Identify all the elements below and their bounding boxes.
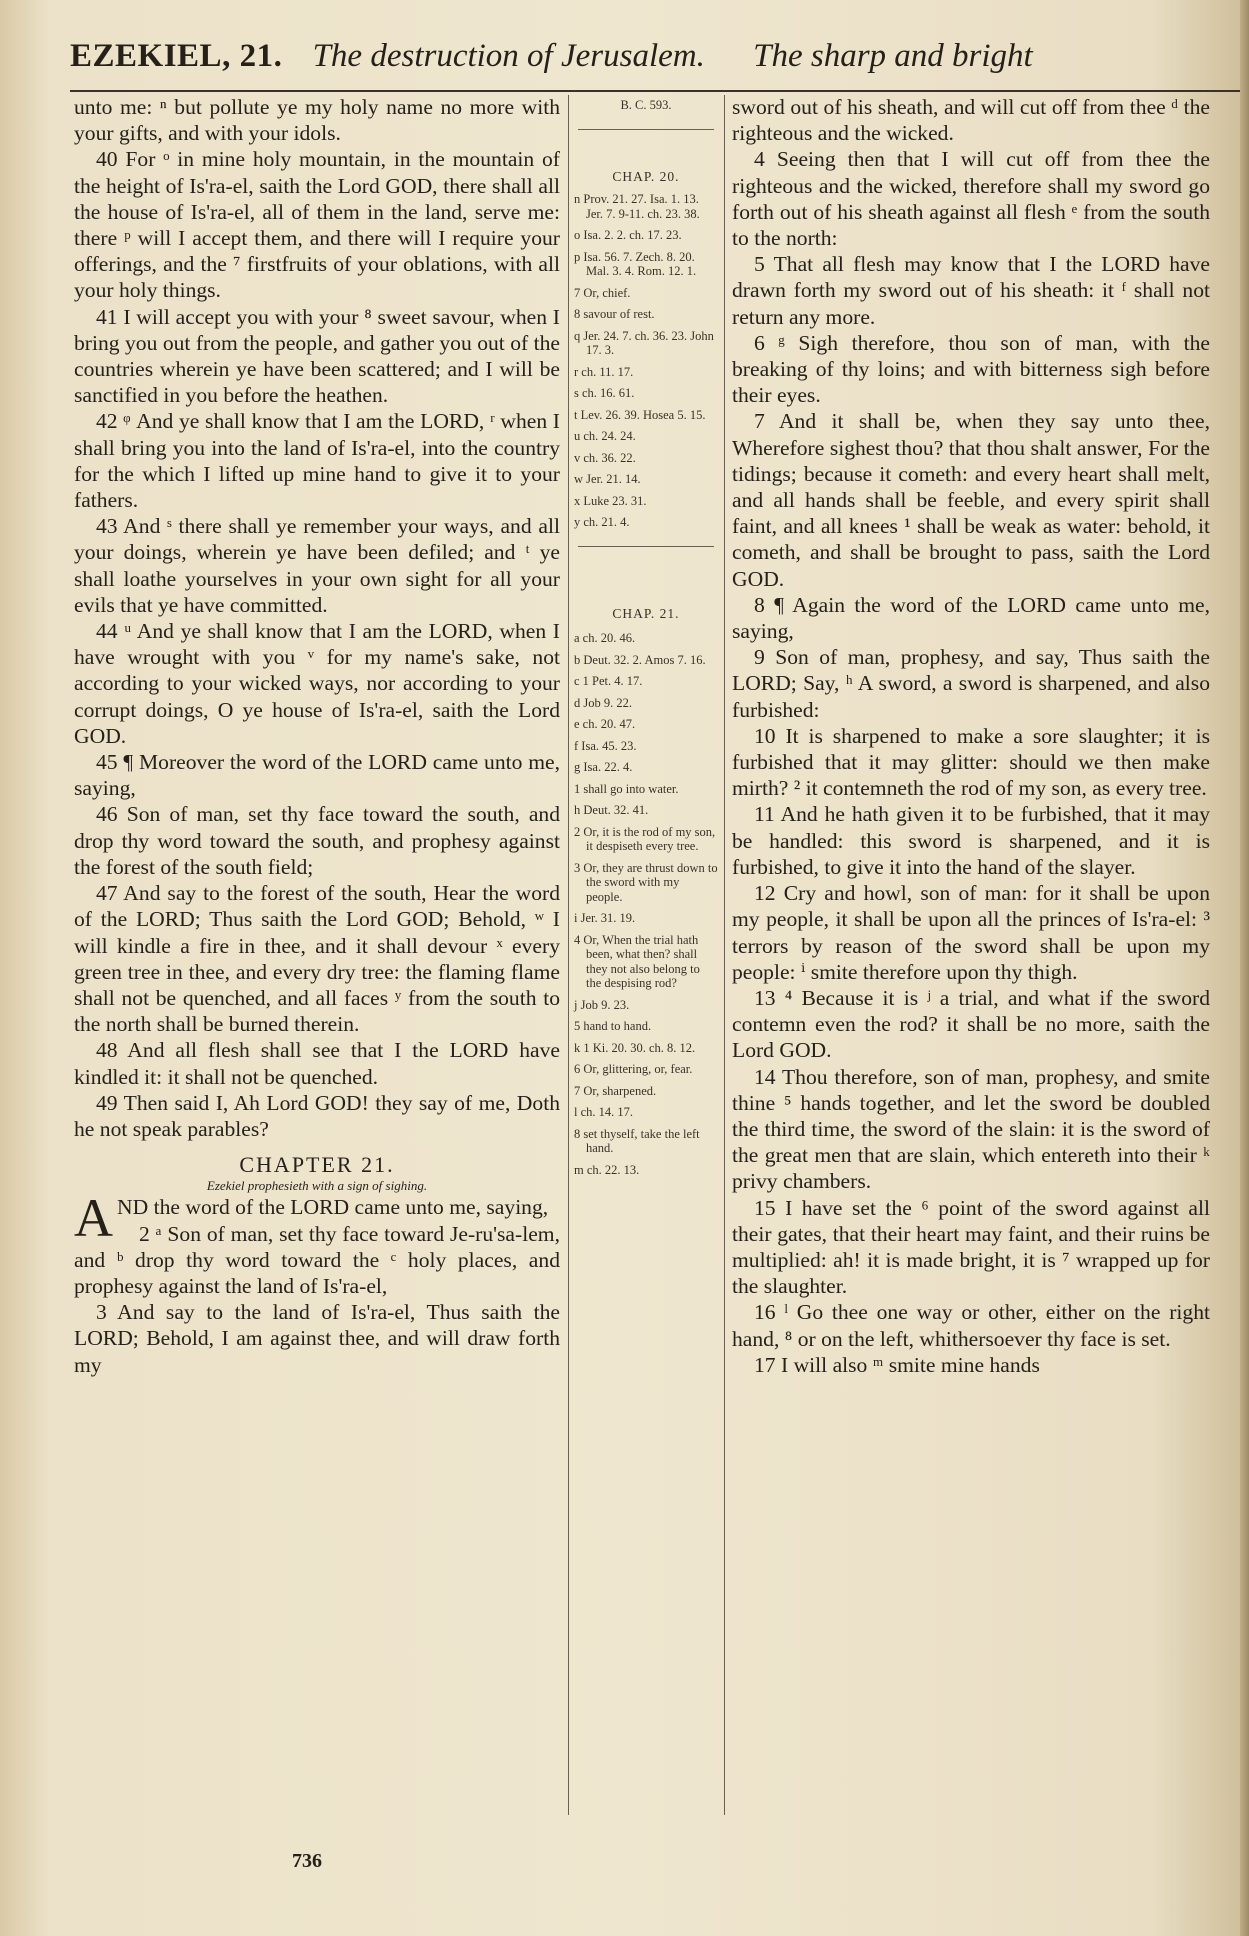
cross-reference: j Job 9. 23. <box>574 997 630 1012</box>
date-note: B. C. 593. <box>620 98 672 112</box>
cross-reference: 8 set thyself, take the left hand. <box>574 1126 700 1155</box>
margin-rule-1 <box>578 129 714 130</box>
verse: 12 Cry and howl, son of man: for it shall be upon my people, it shall be upon all the princes of Is'ra-el: ³ terrors by reason of the sword shall be upon my people: ⁱ smite therefore upon thy thigh. <box>732 881 1210 984</box>
references-chapter-20 <box>574 192 718 530</box>
verse: 48 And all flesh shall see that I the LORD have kindled it: it shall not be quenched. <box>74 1038 560 1089</box>
chapter-summary: Ezekiel prophesieth with a sign of sighing. <box>206 1178 428 1194</box>
cross-reference: 4 Or, When the trial hath been, what then? shall they not also belong to the despising rod? <box>574 932 700 990</box>
header-topic-left: The destruction of Jerusalem. <box>312 38 705 74</box>
cross-reference: 3 Or, they are thrust down to the sword with my people. <box>574 860 718 904</box>
left-verses-after <box>74 1221 560 1378</box>
column-divider-right <box>724 95 725 1815</box>
cross-reference: 5 hand to hand. <box>574 1019 652 1033</box>
verse: 44 ᵘ And ye shall know that I am the LORD, when I have wrought with you ᵛ for my name's sake, not according to your wicked ways, nor according to your corrupt doings, O ye house of Is'ra-el, saith the Lord GOD. <box>74 619 560 748</box>
drop-cap: A <box>74 1188 113 1249</box>
chapter-heading: CHAPTER 21. <box>239 1152 395 1178</box>
cross-reference: 8 savour of rest. <box>574 307 655 321</box>
cross-reference: i Jer. 31. 19. <box>574 911 636 925</box>
verse: 7 And it shall be, when they say unto thee, Wherefore sighest thou? that thou shalt answer, For the tidings; because it cometh: and every heart shall melt, and all hands shall be feeble, and every spirit shall faint, and all knees ¹ shall be weak as water: behold, it cometh, and shall be brought to pass, saith the Lord GOD. <box>732 409 1210 591</box>
running-header <box>70 38 1240 88</box>
verse: 47 And say to the forest of the south, Hear the word of the LORD; Thus saith the Lord GOD; Behold, ʷ I will kindle a fire in thee, and it shall devour ˣ every green tree in thee, and every dry tree: the flaming flame shall not be quenched, and all faces ʸ from the south to the north shall be burned therein. <box>74 881 560 1037</box>
verse: 17 I will also ᵐ smite mine hands <box>754 1352 1040 1377</box>
verse: 42 ᵠ And ye shall know that I am the LORD, ʳ when I shall bring you into the land of Is'ra-el, into the country for the which I lifted up mine hand to give it to your fathers. <box>74 409 560 513</box>
cross-reference: m ch. 22. 13. <box>574 1162 640 1177</box>
page-edge <box>1240 0 1249 1936</box>
header-rule <box>70 90 1240 92</box>
cross-reference: 1 shall go into water. <box>574 781 679 796</box>
right-text-column <box>732 94 1210 1378</box>
verse: 49 Then said I, Ah Lord GOD! they say of me, Doth he not speak parables? <box>74 1090 560 1141</box>
cross-reference: n Prov. 21. 27. Isa. 1. 13. Jer. 7. 9-11. ch. 23. 38. <box>574 192 700 221</box>
cross-reference: q Jer. 24. 7. ch. 36. 23. John 17. 3. <box>574 328 714 357</box>
cross-reference: k 1 Ki. 20. 30. ch. 8. 12. <box>574 1040 696 1055</box>
first-verse-text: ND the word of the LORD came unto me, saying, <box>117 1195 549 1220</box>
left-text-column <box>74 94 560 1378</box>
cross-reference: y ch. 21. 4. <box>574 515 630 529</box>
cross-reference: g Isa. 22. 4. <box>574 760 633 774</box>
margin-rule-2 <box>578 546 714 547</box>
cross-reference: p Isa. 56. 7. Zech. 8. 20. Mal. 3. 4. Rom. 12. 1. <box>574 249 697 278</box>
cross-reference: l ch. 14. 17. <box>574 1105 634 1119</box>
verse: unto me: ⁿ but pollute ye my holy name no more with your gifts, and with your idols. <box>74 95 560 146</box>
verse: 5 That all flesh may know that I the LORD have drawn forth my sword out of his sheath: it ᶠ shall not return any more. <box>732 252 1210 329</box>
cross-reference: a ch. 20. 46. <box>574 631 636 645</box>
verse: 4 Seeing then that I will cut off from thee the righteous and the wicked, therefore shall my sword go forth out of his sheath against all flesh ᵉ from the south to the north: <box>732 147 1210 251</box>
cross-reference: w Jer. 21. 14. <box>574 472 641 486</box>
verse: 10 It is sharpened to make a sore slaughter; it is furbished that it may glitter: should we then make mirth? ² it contemneth the rod of my son, as every tree. <box>732 723 1210 801</box>
book-title: EZEKIEL, 21. <box>70 38 283 74</box>
verse: 16 ˡ Go thee one way or other, either on the right hand, ⁸ or on the left, whithersoever thy face is set. <box>732 1300 1210 1351</box>
cross-reference: v ch. 36. 22. <box>574 450 636 465</box>
verse: 45 ¶ Moreover the word of the LORD came unto me, saying, <box>74 750 560 801</box>
cross-reference: b Deut. 32. 2. Amos 7. 16. <box>574 652 706 667</box>
right-verses <box>732 94 1210 1378</box>
verse: 3 And say to the land of Is'ra-el, Thus saith the LORD; Behold, I am against thee, and will draw forth my <box>74 1300 560 1377</box>
cross-reference: r ch. 11. 17. <box>574 364 634 379</box>
cross-reference: 6 Or, glittering, or, fear. <box>574 1062 693 1076</box>
chapter-first-verse <box>74 1188 560 1249</box>
verse: 6 ᵍ Sigh therefore, thou son of man, with the breaking of thy loins; and with bitterness sigh before their eyes. <box>732 330 1210 408</box>
verse: 46 Son of man, set thy face toward the south, and drop thy word toward the south, and prophesy against the forest of the south field; <box>74 802 560 879</box>
cross-reference: e ch. 20. 47. <box>574 717 636 731</box>
verse: 41 I will accept you with your ⁸ sweet savour, when I bring you out from the people, and gather you out of the countries wherein ye have been scattered; and I will be sanctified in you before the heathen. <box>74 304 560 408</box>
margin-chapter-21: CHAP. 21. <box>612 605 680 621</box>
verse: 43 And ˢ there shall ye remember your ways, and all your doings, wherein ye have been defiled; and ᵗ ye shall loathe yourselves in your own sight for all your evils that ye have committed. <box>74 514 560 617</box>
center-reference-column <box>574 94 718 1184</box>
cross-reference: s ch. 16. 61. <box>574 386 635 400</box>
verse: 14 Thou therefore, son of man, prophesy, and smite thine ⁵ hands together, and let the sword be doubled the third time, the sword of the slain: it is the sword of the great men that are slain, which entereth into their ᵏ privy chambers. <box>732 1064 1210 1194</box>
verse: 40 For ᵒ in mine holy mountain, in the mountain of the height of Is'ra-el, saith the Lord GOD, there shall all the house of Is'ra-el, all of them in the land, serve me: there ᵖ will I accept them, and there will I require your offerings, and the ⁷ firstfruits of your oblations, with all your holy things. <box>74 147 560 303</box>
cross-reference: 7 Or, sharpened. <box>574 1083 657 1098</box>
verse: 11 And he hath given it to be furbished, that it may be handled: this sword is sharpened, and it is furbished, to give it into the hand of the slayer. <box>732 802 1210 879</box>
cross-reference: u ch. 24. 24. <box>574 429 636 443</box>
verse: 9 Son of man, prophesy, and say, Thus saith the LORD; Say, ʰ A sword, a sword is sharpened, and also furbished: <box>732 645 1210 722</box>
verse: 15 I have set the ⁶ point of the sword against all their gates, that their heart may faint, and their ruins be multiplied: ah! it is made bright, it is ⁷ wrapped up for the slaughter. <box>732 1195 1210 1299</box>
cross-reference: x Luke 23. 31. <box>574 493 647 508</box>
margin-chapter-20: CHAP. 20. <box>612 168 680 184</box>
cross-reference: f Isa. 45. 23. <box>574 738 637 753</box>
header-topic-right: The sharp and bright <box>753 38 1033 74</box>
cross-reference: t Lev. 26. 39. Hosea 5. 15. <box>574 407 706 422</box>
verse: 2 ᵃ Son of man, set thy face toward Je-ru'sa-lem, and ᵇ drop thy word toward the ᶜ holy places, and prophesy against the land of Is'ra-el, <box>74 1221 560 1298</box>
references-chapter-21 <box>574 631 718 1177</box>
verse: 13 ⁴ Because it is ʲ a trial, and what if the sword contemn even the rod? it shall be no more, saith the Lord GOD. <box>732 985 1210 1063</box>
cross-reference: 2 Or, it is the rod of my son, it despiseth every tree. <box>574 824 716 853</box>
cross-reference: h Deut. 32. 41. <box>574 803 649 817</box>
left-verses <box>74 94 560 1142</box>
cross-reference: d Job 9. 22. <box>574 695 632 710</box>
cross-reference: c 1 Pet. 4. 17. <box>574 674 643 688</box>
column-divider-left <box>568 95 569 1815</box>
verse: sword out of his sheath, and will cut off from thee ᵈ the righteous and the wicked. <box>732 95 1210 146</box>
cross-reference: 7 Or, chief. <box>574 285 631 300</box>
cross-reference: o Isa. 2. 2. ch. 17. 23. <box>574 228 682 242</box>
page-number: 736 <box>292 1850 322 1872</box>
verse: 8 ¶ Again the word of the LORD came unto me, saying, <box>732 592 1210 644</box>
